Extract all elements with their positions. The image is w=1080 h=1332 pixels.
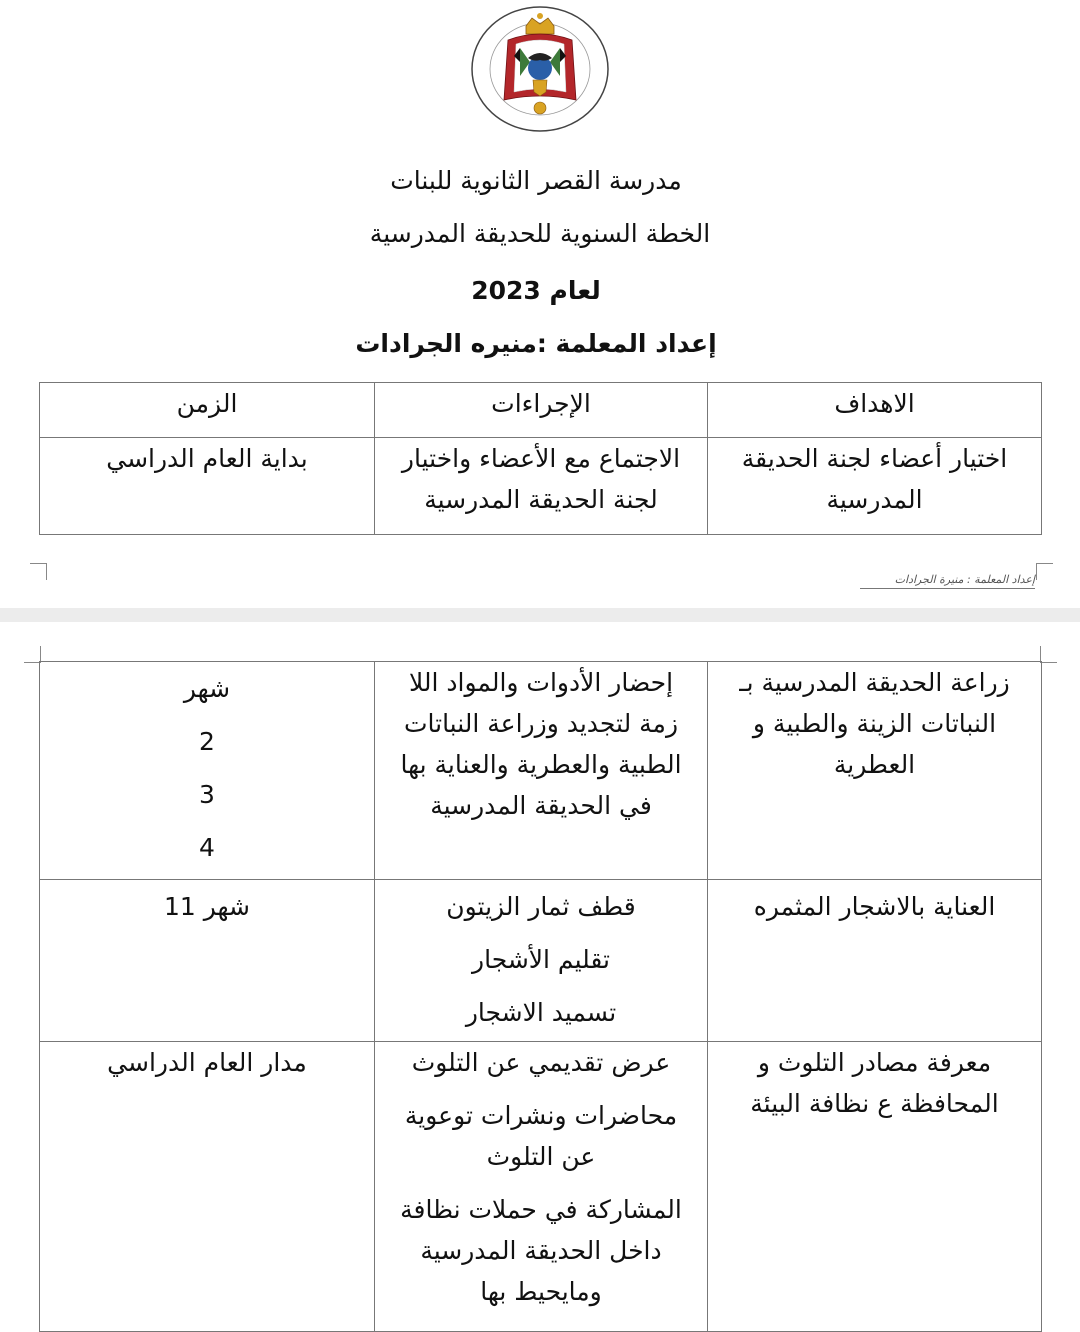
procedure-line: لجنة الحديقة المدرسية	[424, 485, 658, 514]
page-footer: إعداد المعلمة : منيرة الجرادات	[860, 572, 1035, 589]
procedure-line: تسميد الاشجار	[465, 998, 617, 1027]
crop-mark	[30, 563, 47, 580]
procedure-line: تقليم الأشجار	[472, 945, 610, 974]
header-time: الزمن	[40, 383, 375, 438]
goal-cell	[708, 438, 1042, 535]
school-name: مدرسة القصر الثانوية للبنات	[390, 166, 682, 195]
goal-cell	[708, 662, 1042, 880]
procedure-line: في الحديقة المدرسية	[430, 791, 652, 820]
time-month: 3	[199, 780, 215, 809]
ministry-emblem-icon	[470, 4, 610, 134]
time-cell	[40, 438, 375, 535]
emblem-caption	[0, 0, 1, 1]
goal-line: العناية بالاشجار المثمره	[753, 892, 996, 921]
goal-line: النباتات الزينة والطبية و	[752, 709, 997, 738]
goal-line: اختيار أعضاء لجنة الحديقة	[741, 444, 1008, 473]
time-cell	[40, 662, 375, 880]
goal-line: المدرسية	[826, 485, 923, 514]
time-cell	[40, 1042, 375, 1332]
plan-title: الخطة السنوية للحديقة المدرسية	[369, 219, 711, 248]
plan-table-part-1	[39, 382, 1042, 535]
table-row	[40, 438, 1042, 535]
procedure-line: داخل الحديقة المدرسية	[420, 1236, 662, 1265]
procedure-line: ومايحيط بها	[480, 1277, 602, 1306]
plan-table-part-2	[39, 661, 1042, 1332]
procedure-cell	[375, 438, 708, 535]
year-line: لعام 2023	[471, 276, 601, 305]
procedure-line: الطبية والعطرية والعناية بها	[400, 750, 682, 779]
page-separator	[0, 608, 1080, 622]
crop-mark	[1040, 646, 1057, 663]
time-month: 4	[199, 833, 215, 862]
table-row	[40, 662, 1042, 880]
time-line: شهر 11	[163, 892, 251, 921]
goal-cell	[708, 880, 1042, 1042]
goal-line: زراعة الحديقة المدرسية بـ	[739, 668, 1010, 697]
table-row	[40, 1042, 1042, 1332]
prepared-by: إعداد المعلمة :منيره الجرادات	[355, 329, 717, 358]
procedure-cell	[375, 880, 708, 1042]
time-cell	[40, 880, 375, 1042]
procedure-line: إحضار الأدوات والمواد اللا	[408, 668, 674, 697]
procedure-cell	[375, 662, 708, 880]
time-month: 2	[199, 727, 215, 756]
procedure-line: محاضرات ونشرات توعوية	[404, 1101, 678, 1130]
table-row	[40, 880, 1042, 1042]
procedure-line: عرض تقديمي عن التلوث	[411, 1048, 671, 1077]
goal-line: العطرية	[833, 750, 916, 779]
procedure-line: قطف ثمار الزيتون	[446, 892, 636, 921]
time-line: مدار العام الدراسي	[107, 1048, 307, 1077]
time-line: بداية العام الدراسي	[106, 444, 308, 473]
crop-mark	[1036, 563, 1053, 580]
header-goals: الاهداف	[708, 383, 1042, 438]
procedure-line: زمة لتجديد وزراعة النباتات	[403, 709, 679, 738]
header-procedures: الإجراءات	[375, 383, 708, 438]
procedure-cell	[375, 1042, 708, 1332]
time-label: شهر	[183, 674, 231, 703]
document-page-1	[0, 0, 1080, 608]
goal-line: المحافظة ع نظافة البيئة	[750, 1089, 999, 1118]
procedure-line: الاجتماع مع الأعضاء واختيار	[401, 444, 681, 473]
goal-cell	[708, 1042, 1042, 1332]
goal-line: معرفة مصادر التلوث و	[757, 1048, 992, 1077]
procedure-line: عن التلوث	[486, 1142, 596, 1171]
procedure-line: المشاركة في حملات نظافة	[400, 1195, 682, 1224]
table-header-row	[40, 383, 1042, 438]
